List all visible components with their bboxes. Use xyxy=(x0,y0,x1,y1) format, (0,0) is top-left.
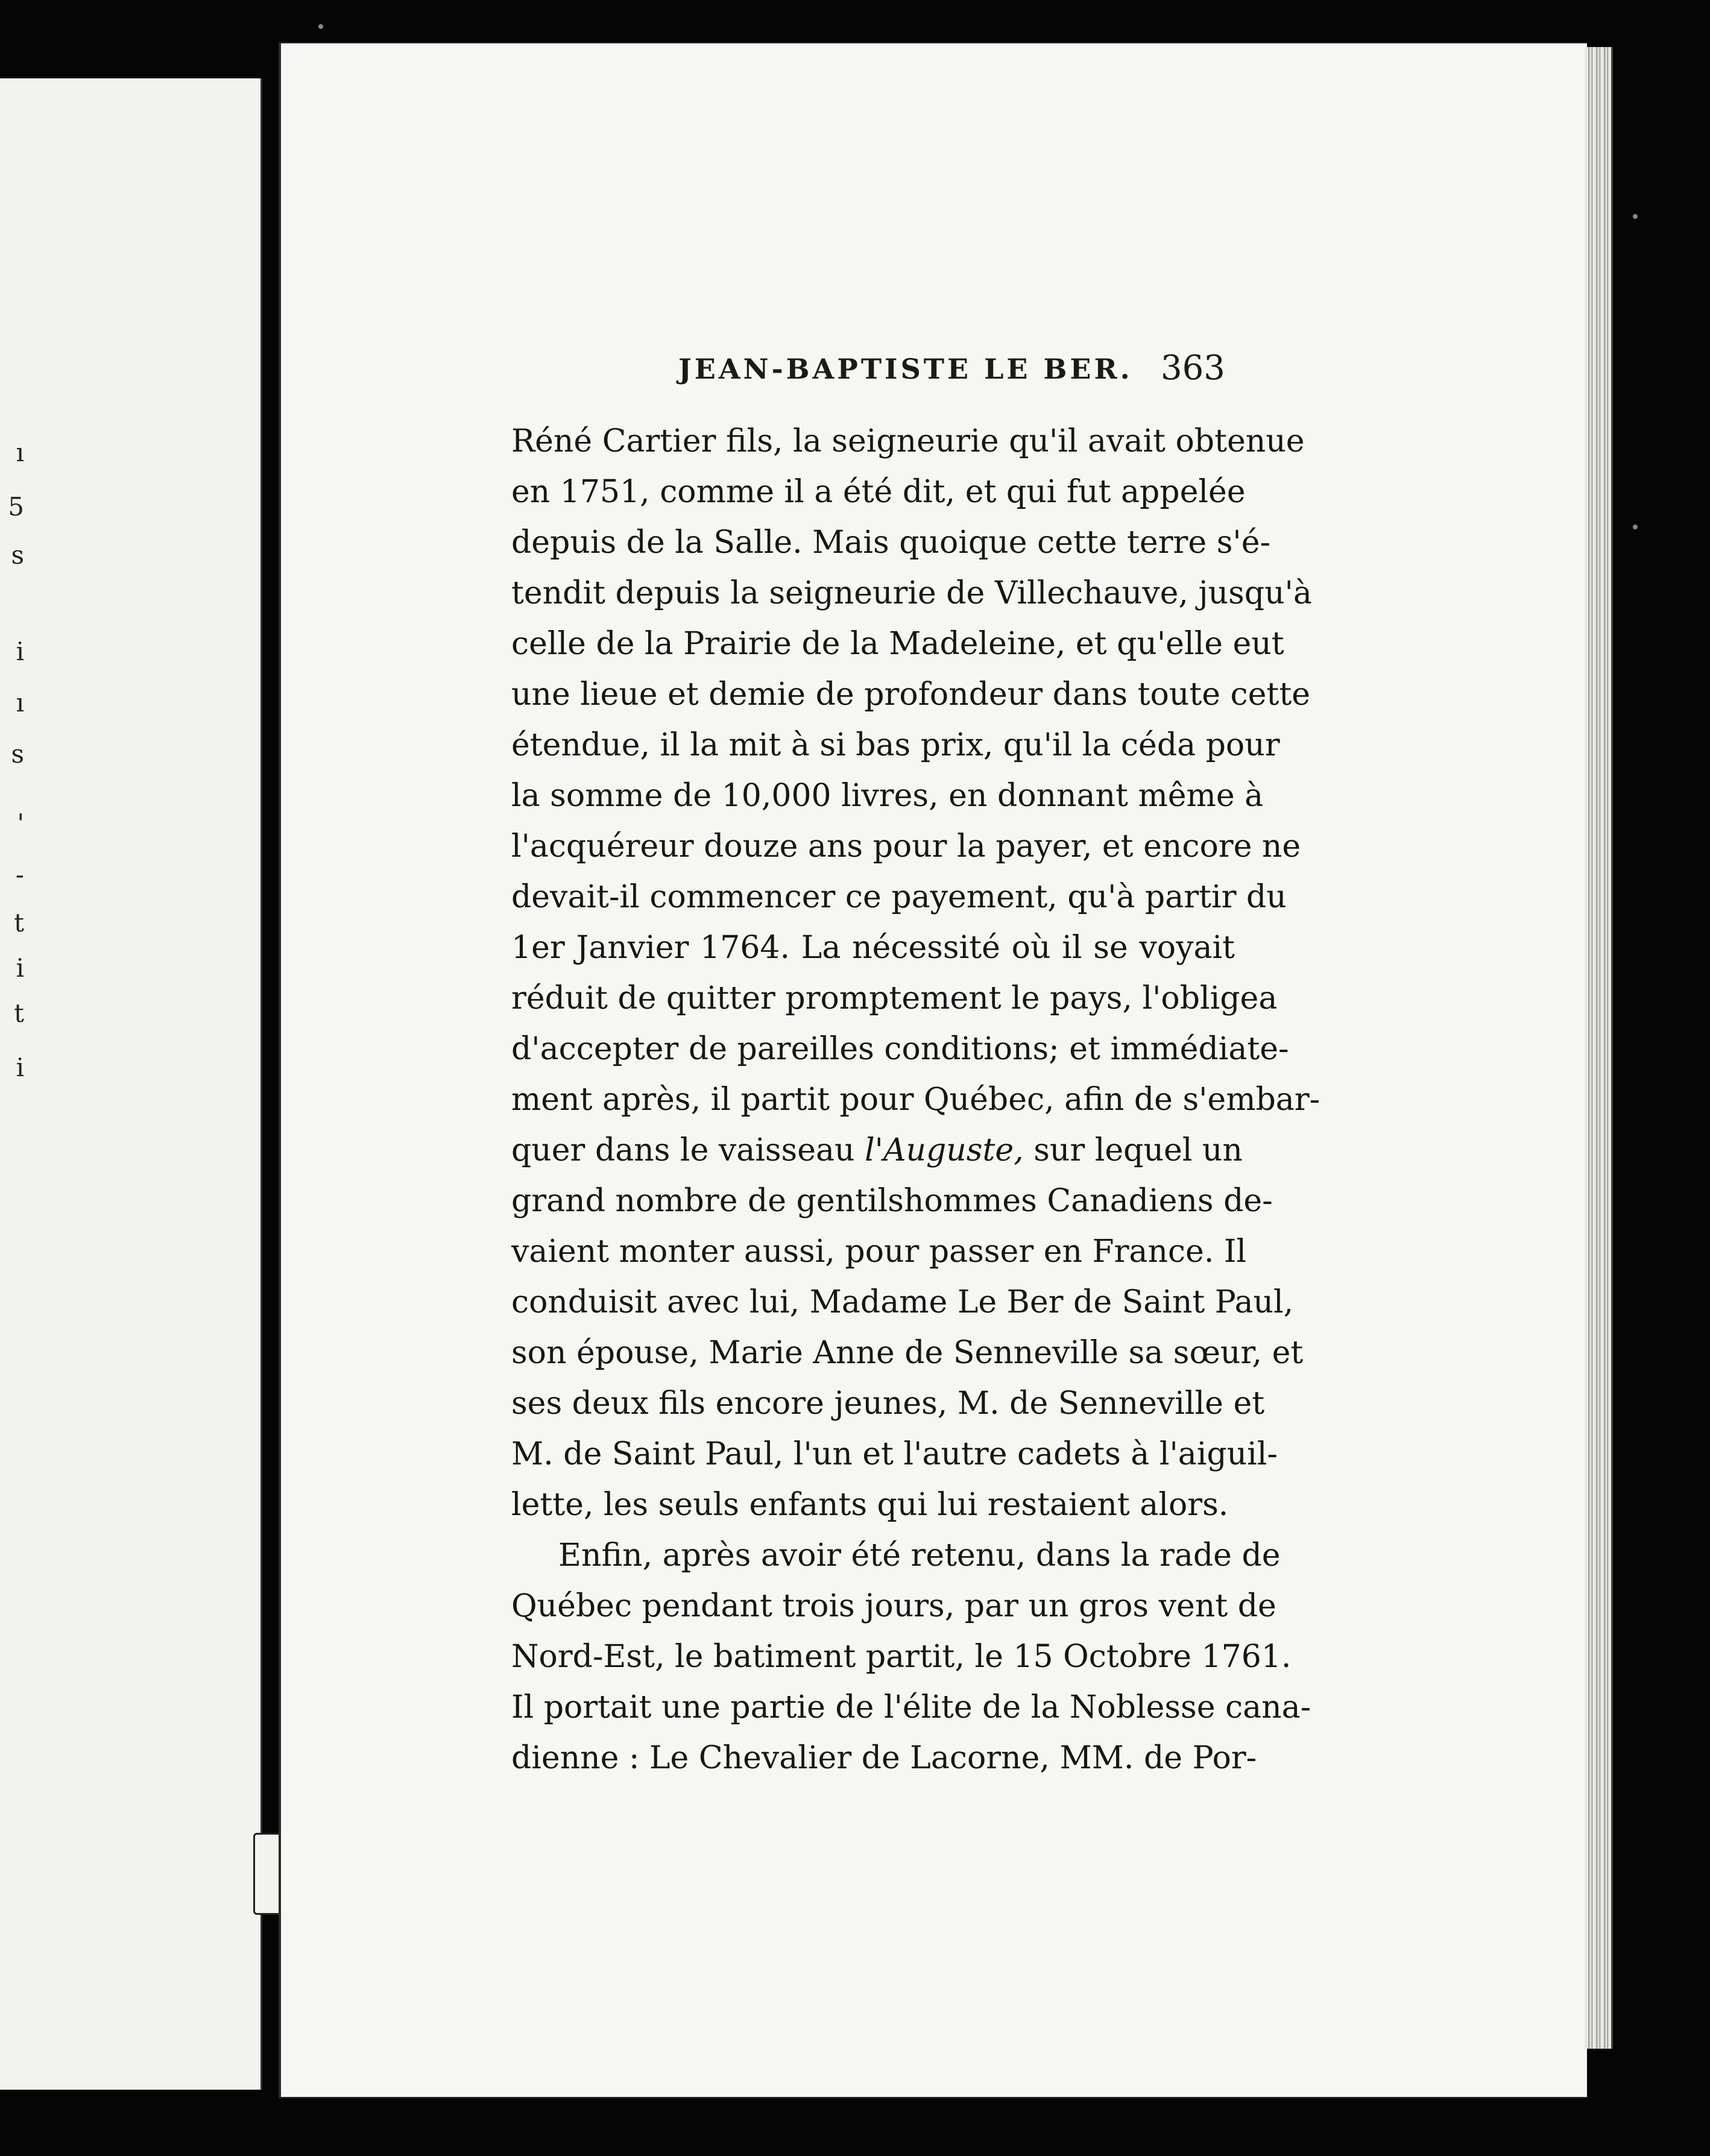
left-page-fragment: - xyxy=(15,860,24,889)
left-page-fragment: ı xyxy=(16,438,24,467)
text-line: Il portait une partie de l'élite de la Noblesse cana- xyxy=(511,1689,1311,1726)
text-segment: sur lequel un xyxy=(1033,1132,1243,1168)
text-line: 1er Janvier 1764. La nécessité où il se voyait xyxy=(511,930,1235,966)
left-page-fragment: s xyxy=(11,739,24,769)
text-segment: quer dans le vaisseau xyxy=(511,1132,855,1168)
text-line: la somme de 10,000 livres, en donnant même à xyxy=(511,778,1264,814)
text-line: conduisit avec lui, Madame Le Ber de Saint Paul, xyxy=(511,1284,1294,1320)
scan-speck xyxy=(318,24,323,29)
left-page-fragment: 5 xyxy=(8,492,24,522)
text-line: Enfin, après avoir été retenu, dans la rade de xyxy=(558,1537,1281,1574)
previous-page-edge xyxy=(0,78,262,2090)
text-line: lette, les seuls enfants qui lui restaient alors. xyxy=(511,1487,1229,1523)
left-page-fragment: i xyxy=(16,637,24,666)
text-line: étendue, il la mit à si bas prix, qu'il la céda pour xyxy=(511,727,1280,763)
left-page-fragment: ı xyxy=(16,688,24,717)
running-head: JEAN-BAPTISTE LE BER. xyxy=(678,353,1133,385)
text-line: dienne : Le Chevalier de Lacorne, MM. de Por- xyxy=(511,1740,1257,1776)
left-page-fragment: i xyxy=(16,953,24,983)
text-line-ship xyxy=(511,1125,1243,1176)
text-line: Réné Cartier fils, la seigneurie qu'il avait obtenue xyxy=(511,423,1305,459)
left-page-fragment: s xyxy=(11,540,24,570)
text-line: son épouse, Marie Anne de Senneville sa sœur, et xyxy=(511,1335,1304,1371)
text-line: l'acquéreur douze ans pour la payer, et encore ne xyxy=(511,828,1301,865)
text-line: vaient monter aussi, pour passer en France. Il xyxy=(511,1234,1247,1270)
left-page-fragment: t xyxy=(14,998,24,1028)
left-page-fragment: i xyxy=(16,1053,24,1082)
scan-speck xyxy=(1633,214,1638,219)
text-line: depuis de la Salle. Mais quoique cette terre s'é- xyxy=(511,525,1271,561)
text-line: réduit de quitter promptement le pays, l'obligea xyxy=(511,980,1278,1017)
left-page-fragment: t xyxy=(14,908,24,938)
text-line: ses deux fils encore jeunes, M. de Senneville et xyxy=(511,1385,1265,1422)
page-number: 363 xyxy=(1161,348,1225,388)
text-line: une lieue et demie de profondeur dans toute cette xyxy=(511,676,1310,713)
text-line: devait-il commencer ce payement, qu'à partir du xyxy=(511,879,1287,915)
text-line: d'accepter de pareilles conditions; et immédiate- xyxy=(511,1031,1289,1067)
ship-name: l'Auguste, xyxy=(865,1132,1024,1168)
page-edge-stack xyxy=(1585,47,1613,2049)
scan-speck xyxy=(1633,525,1638,529)
text-line: celle de la Prairie de la Madeleine, et qu'elle eut xyxy=(511,626,1284,662)
text-line: ment après, il partit pour Québec, afin de s'embar- xyxy=(511,1082,1320,1118)
text-line: tendit depuis la seigneurie de Villechauve, jusqu'à xyxy=(511,575,1312,611)
page-body xyxy=(511,416,1320,1783)
text-line: M. de Saint Paul, l'un et l'autre cadets à l'aiguil- xyxy=(511,1436,1278,1472)
text-line: en 1751, comme il a été dit, et qui fut appelée xyxy=(511,474,1246,510)
left-page-fragment: ' xyxy=(17,808,24,838)
text-line: Nord-Est, le batiment partit, le 15 Octobre 1761. xyxy=(511,1639,1292,1675)
text-line: Québec pendant trois jours, par un gros vent de xyxy=(511,1588,1276,1624)
text-line: grand nombre de gentilshommes Canadiens de- xyxy=(511,1183,1273,1219)
